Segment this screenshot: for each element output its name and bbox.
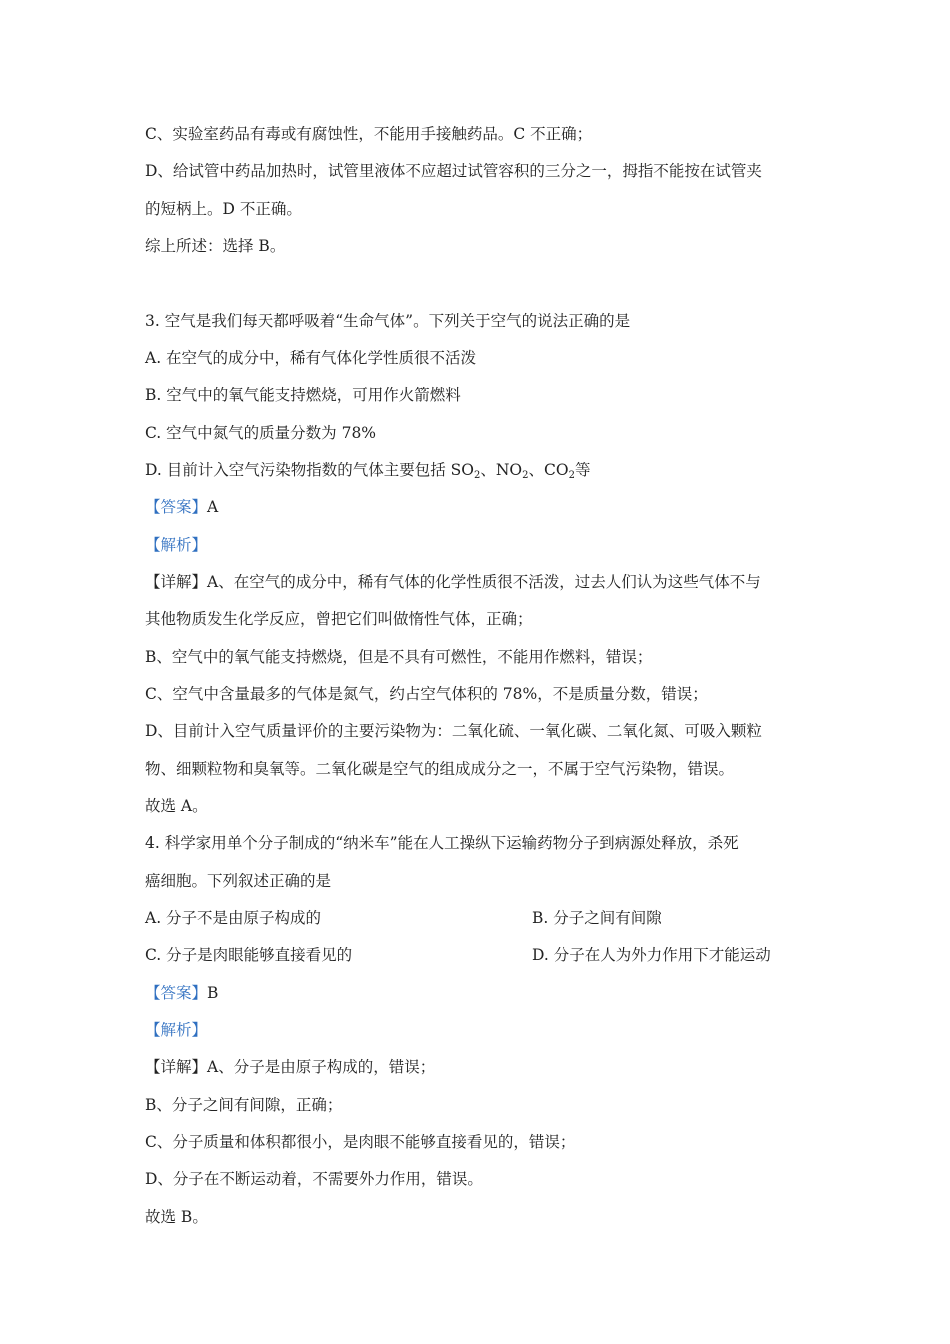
prev-option-d-explanation-line1: D、给试管中药品加热时，试管里液体不应超过试管容积的三分之一，拇指不能按在试管夹 (145, 162, 762, 180)
q4-stem-line2: 癌细胞。下列叙述正确的是 (145, 872, 332, 890)
q4-conclusion: 故选 B。 (145, 1208, 208, 1226)
q4-option-d: D. 分子在人为外力作用下才能运动 (532, 946, 771, 964)
q3-option-c: C. 空气中氮气的质量分数为 78% (145, 424, 377, 442)
q4-stem-line1: 4. 科学家用单个分子制成的“纳米车”能在人工操纵下运输药物分子到病源处释放，杀死 (145, 834, 739, 852)
prev-option-d-explanation-line2: 的短柄上。D 不正确。 (145, 200, 302, 218)
q3-answer (145, 497, 218, 517)
q3-option-d-subscript: 2 (568, 470, 575, 481)
q3-option-b: B. 空气中的氧气能支持燃烧，可用作火箭燃料 (145, 386, 461, 404)
q4-detail-a-text: A、分子是由原子构成的，错误； (207, 1058, 436, 1076)
q3-option-d-subscript: 2 (473, 470, 481, 481)
q4-answer-label: 【答案】 (145, 984, 208, 1002)
q4-analysis (145, 1020, 207, 1040)
q3-option-d-text: 、CO (528, 461, 569, 479)
q3-stem: 3. 空气是我们每天都呼吸着“生命气体”。下列关于空气的说法正确的是 (145, 312, 631, 330)
q4-detail-a (145, 1057, 435, 1077)
q3-detail-b: B、空气中的氧气能支持燃烧，但是不具有可燃性，不能用作燃料，错误； (145, 648, 653, 666)
q4-option-b: B. 分子之间有间隙 (532, 909, 662, 927)
q4-option-a: A. 分子不是由原子构成的 (145, 909, 322, 927)
q3-option-d-text: 等 (574, 461, 591, 479)
q4-detail-b: B、分子之间有间隙，正确； (145, 1096, 343, 1114)
q3-option-a: A. 在空气的成分中，稀有气体化学性质很不活泼 (145, 349, 477, 367)
q4-detail-label: 【详解】 (145, 1058, 208, 1076)
q3-detail-d-line2: 物、细颗粒物和臭氧等。二氧化碳是空气的组成成分之一，不属于空气污染物，错误。 (145, 760, 735, 778)
q3-answer-label: 【答案】 (145, 498, 208, 516)
q3-option-d-text: D. 目前计入空气污染物指数的气体主要包括 SO (145, 461, 474, 479)
q4-answer (145, 983, 218, 1003)
q4-analysis-label: 【解析】 (145, 1021, 208, 1039)
q4-detail-c: C、分子质量和体积都很小，是肉眼不能够直接看见的，错误； (145, 1133, 576, 1151)
prev-summary: 综上所述：选择 B。 (145, 237, 286, 255)
q3-option-d (145, 460, 590, 486)
q4-detail-d: D、分子在不断运动着，不需要外力作用，错误。 (145, 1170, 483, 1188)
q3-analysis (145, 535, 207, 555)
q3-detail-label: 【详解】 (145, 573, 208, 591)
q3-detail-d-line1: D、目前计入空气质量评价的主要污染物为：二氧化硫、一氧化碳、二氧化氮、可吸入颗粒 (145, 722, 762, 740)
prev-option-c-explanation: C、实验室药品有毒或有腐蚀性，不能用手接触药品。C 不正确； (145, 125, 593, 143)
q3-detail-c: C、空气中含量最多的气体是氮气，约占空气体积的 78%，不是质量分数，错误； (145, 685, 708, 703)
q4-option-c: C. 分子是肉眼能够直接看见的 (145, 946, 353, 964)
q3-detail-a-line2: 其他物质发生化学反应，曾把它们叫做惰性气体，正确； (145, 610, 533, 628)
q3-detail-a-line1 (145, 572, 761, 592)
q3-option-d-subscript: 2 (522, 470, 529, 481)
q3-analysis-label: 【解析】 (145, 536, 208, 554)
q3-option-d-text: 、NO (480, 461, 523, 479)
q3-detail-a-text: A、在空气的成分中，稀有气体的化学性质很不活泼，过去人们认为这些气体不与 (207, 573, 761, 591)
q3-answer-value: A (207, 498, 219, 516)
q4-answer-value: B (207, 984, 219, 1002)
q3-conclusion: 故选 A。 (145, 797, 208, 815)
